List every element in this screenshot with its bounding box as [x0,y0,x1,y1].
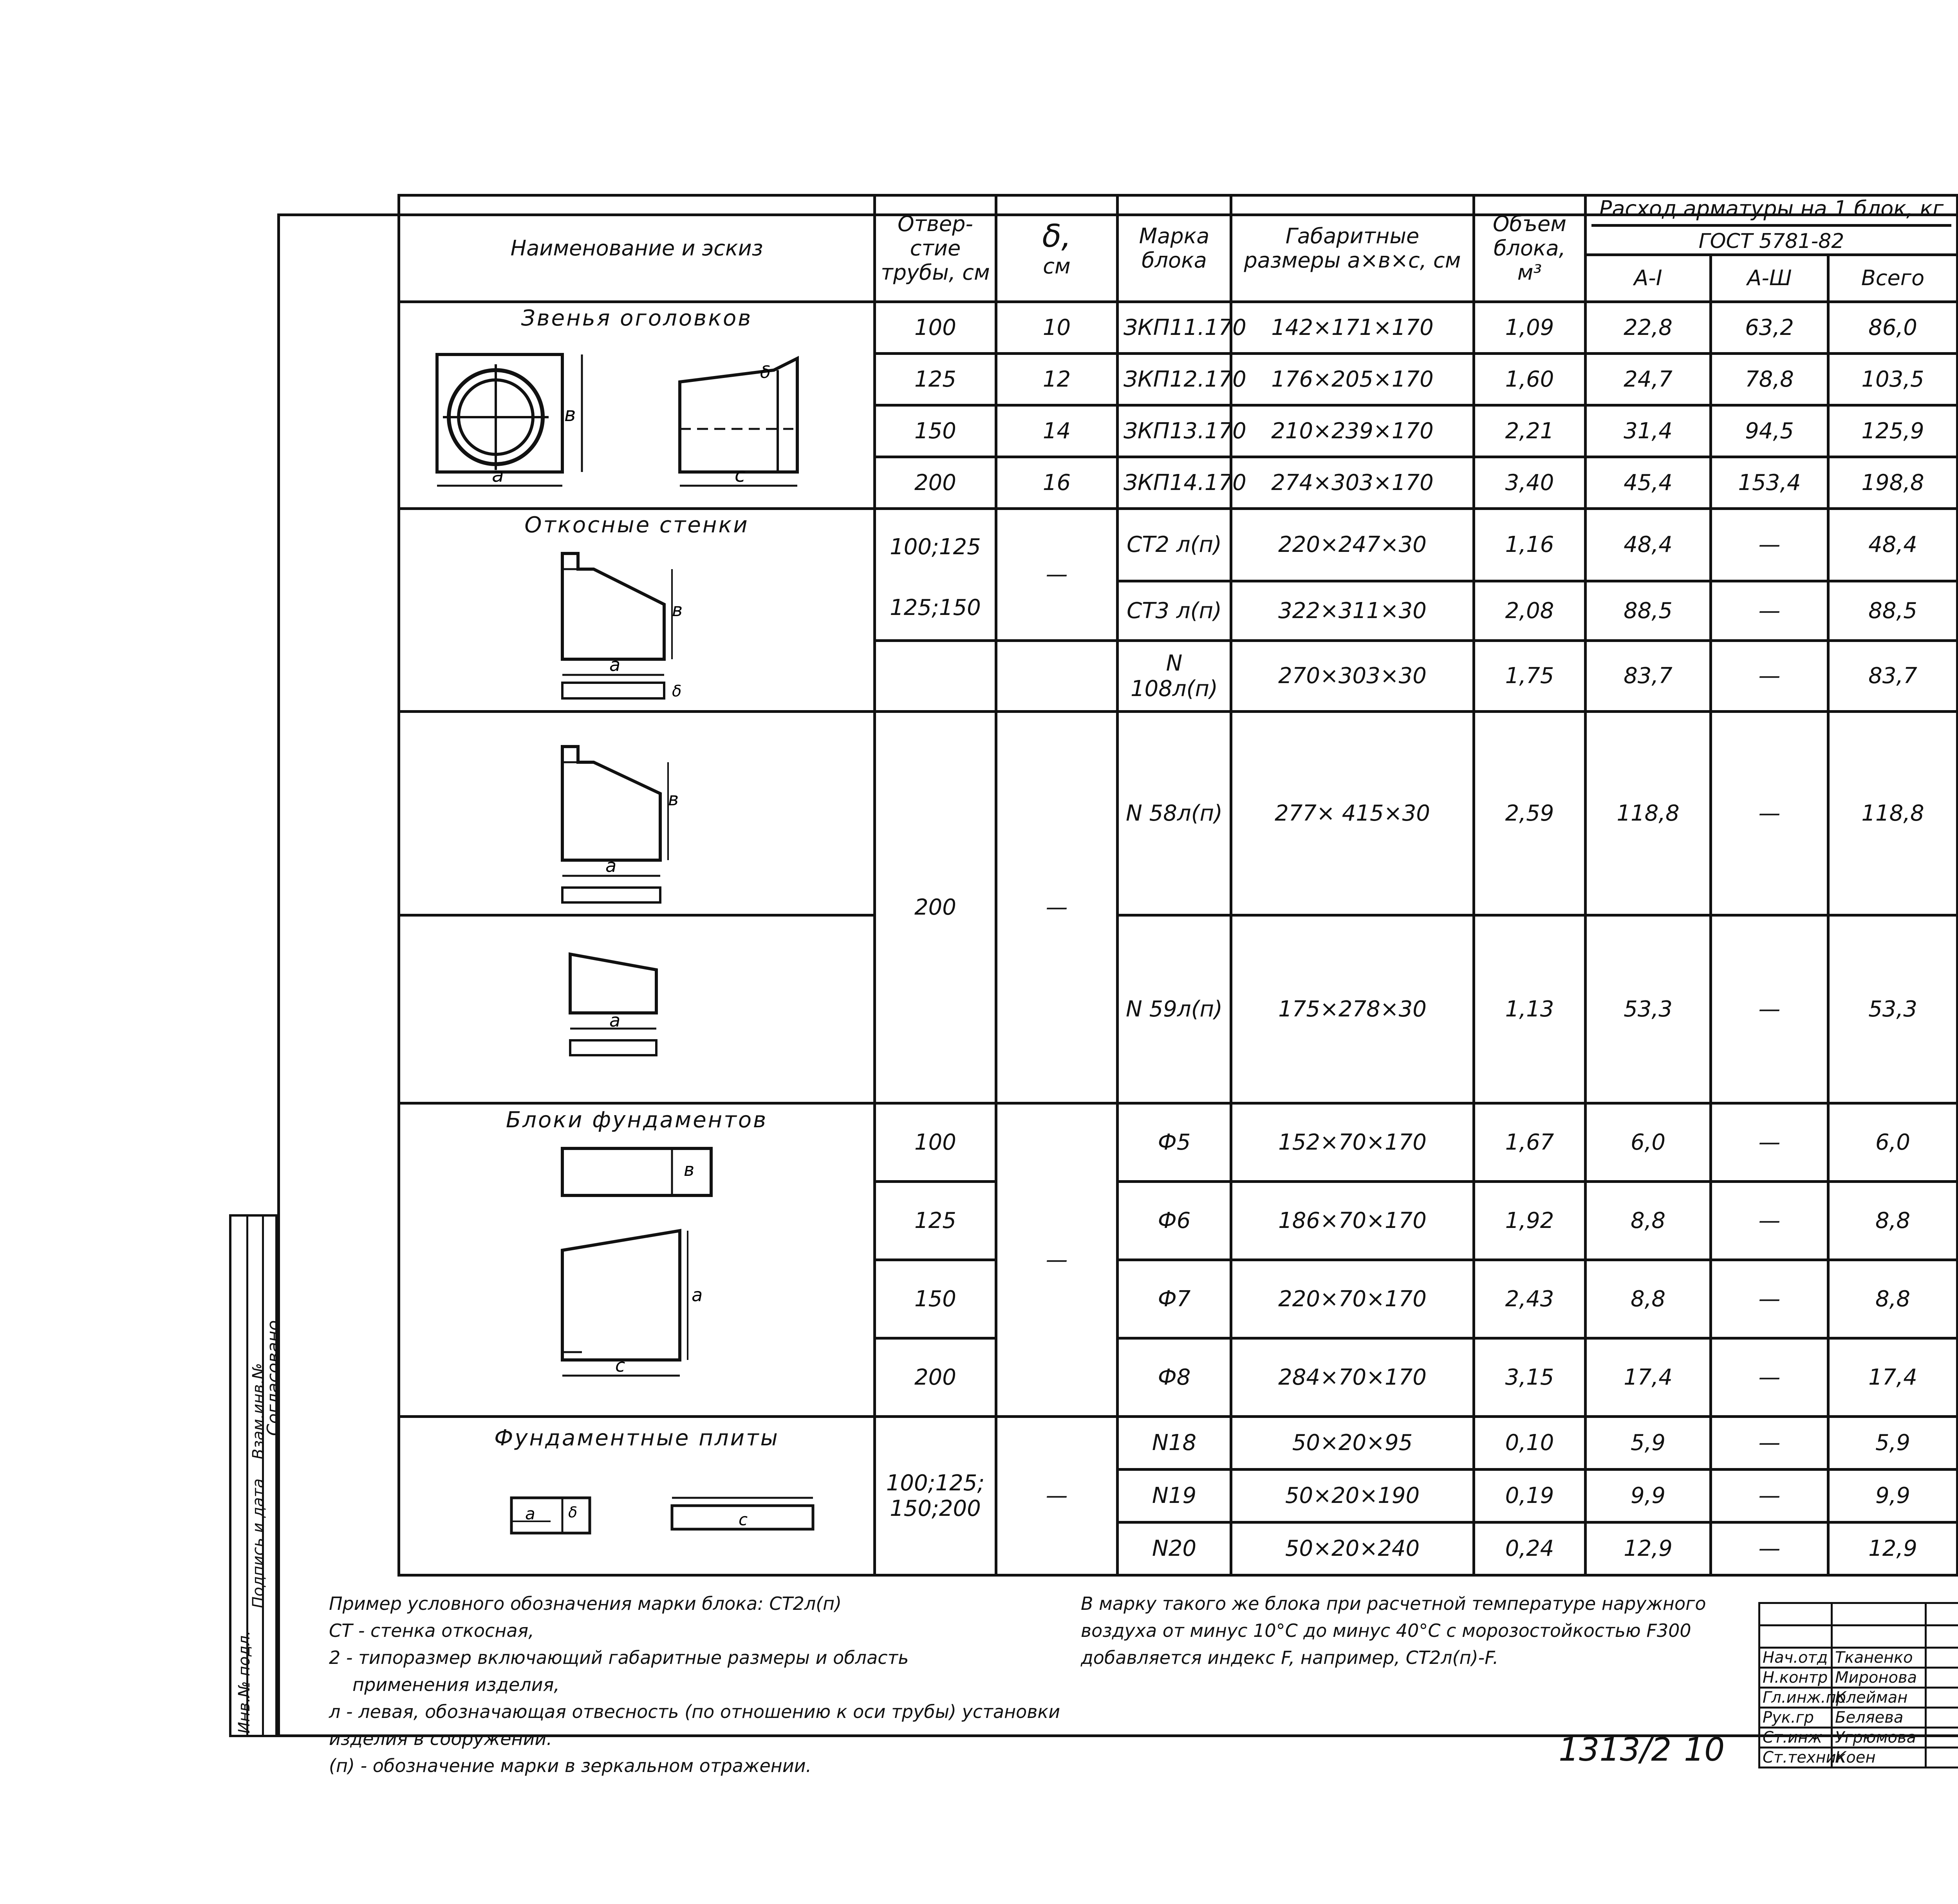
cell-mark: N18 [1118,1416,1231,1469]
cell-opening [875,641,996,712]
cell-dims: 284×70×170 [1231,1338,1474,1416]
foundation-plate-sketch [421,1451,852,1568]
footnotes-left [329,1590,1073,1779]
archive-number: 1313/2 [1559,1731,1672,1768]
cell-dims: 277× 415×30 [1231,711,1474,915]
cell-mark: Ф6 [1118,1181,1231,1260]
footnote: л - левая, обозначающая отвесность (по отношению к оси трубы) установки изделия в сооружении. [329,1701,1060,1749]
cell-a3: — [1711,711,1828,915]
delta-symbol: δ, [1042,218,1071,255]
cell-a3: — [1711,1416,1828,1469]
cell-dims: 175×278×30 [1231,915,1474,1103]
cell-volume: 0,24 [1474,1522,1586,1575]
stamp-role: Ст.техник [1759,1748,1832,1768]
cell-total: 103,5 [1828,353,1958,405]
stamp-role: Н.контр [1759,1668,1832,1688]
cell-a3: — [1711,641,1828,712]
header-row-1 [399,195,1958,255]
cell-mark: N 108л(п) [1118,641,1231,712]
section-title: Звенья оголовков [521,305,753,331]
cell-a1: 24,7 [1586,353,1711,405]
cell-dims: 220×247×30 [1231,508,1474,581]
stamp-person: Клейман [1832,1688,1926,1708]
stamp-role: Рук.гр [1759,1708,1832,1728]
col-header-opening: Отвер-стие трубы, см [875,195,996,302]
title-block [1758,1602,1958,1767]
cell-mark: ЗКП11.170 [1118,302,1231,353]
cell-a3: — [1711,1103,1828,1181]
col-header-dims: Габаритные размеры а×в×с, см [1231,195,1474,302]
wall-n59-sketch [500,919,774,1099]
cell-a3: 78,8 [1711,353,1828,405]
cell-dims: 322×311×30 [1231,581,1474,640]
side-stamp-inventory: Инв.№ подл. [235,1630,253,1734]
cell-opening: 125 [875,353,996,405]
cell-opening: 125 [875,1181,996,1260]
stamp-role: Ст.инж [1759,1728,1832,1748]
cell-a1: 45,4 [1586,457,1711,508]
col-header-a3: А-Ш [1711,255,1828,302]
svg-text:а: а [605,855,617,877]
col-header-volume: Объем блока, м³ [1474,195,1586,302]
cell-total: 9,9 [1828,1469,1958,1522]
cell-a3: — [1711,915,1828,1103]
section-title: Блоки фундаментов [506,1107,768,1133]
cell-a1: 53,3 [1586,915,1711,1103]
cell-total: 48,4 [1828,508,1958,581]
head-link-sketch [406,331,868,507]
sketch-slope-walls [399,508,875,711]
signature [1926,1688,1958,1708]
sketch-wall-n59 [399,915,875,1103]
cell-a1: 8,8 [1586,1260,1711,1338]
cell-mark: ЗКП13.170 [1118,405,1231,457]
col-header-name: Наименование и эскиз [399,195,875,302]
cell-mark: N 59л(п) [1118,915,1231,1103]
cell-a1: 12,9 [1586,1522,1711,1575]
signature [1926,1708,1958,1728]
cell-a3: — [1711,1181,1828,1260]
svg-text:с: с [735,463,746,486]
svg-text:в: в [564,403,576,426]
cell-total: 198,8 [1828,457,1958,508]
cell-total: 83,7 [1828,641,1958,712]
cell-opening: 150 [875,405,996,457]
cell-a1: 22,8 [1586,302,1711,353]
side-stamp-head: Согласовано [264,1320,284,1436]
cell-delta: — [996,1103,1118,1416]
stamp-role: Нач.отд [1759,1648,1832,1668]
cell-dims: 270×303×30 [1231,641,1474,712]
cell-dims: 186×70×170 [1231,1181,1474,1260]
cell-total: 12,9 [1828,1522,1958,1575]
cell-delta: — [996,1416,1118,1575]
col-header-delta [996,195,1118,302]
cell-a3: — [1711,1469,1828,1522]
cell-total: 8,8 [1828,1260,1958,1338]
table-row [399,711,1958,915]
cell-a1: 6,0 [1586,1103,1711,1181]
col-header-total: Всего [1828,255,1958,302]
cell-a3: — [1711,1260,1828,1338]
stamp-person: Миронова [1832,1668,1926,1688]
cell-mark: N20 [1118,1522,1231,1575]
cell-a3: — [1711,508,1828,581]
svg-text:с: с [739,1510,748,1530]
stamp-person: Угрюмова [1832,1728,1926,1748]
cell-volume: 1,67 [1474,1103,1586,1181]
wall-n58-sketch [500,715,774,911]
cell-opening: 125;150 [890,595,981,620]
cell-total: 118,8 [1828,711,1958,915]
stamp-person: Тканенко [1832,1648,1926,1668]
delta-unit: см [1043,254,1071,279]
svg-text:δ: δ [760,362,771,382]
col-header-a1: А-I [1586,255,1711,302]
col-header-rebar [1586,195,1958,255]
svg-text:а: а [609,654,621,675]
cell-mark: N19 [1118,1469,1231,1522]
sketch-foundation-plates [399,1416,875,1575]
signature [1926,1668,1958,1688]
cell-volume: 1,09 [1474,302,1586,353]
cell-total: 53,3 [1828,915,1958,1103]
footnote: (п) - обозначение марки в зеркальном отражении. [329,1755,812,1776]
cell-mark: СТ2 л(п) [1118,508,1231,581]
table-row [399,915,1958,1103]
svg-text:а: а [609,1010,621,1031]
cell-dims: 50×20×240 [1231,1522,1474,1575]
cell-volume: 1,92 [1474,1181,1586,1260]
svg-text:с: с [615,1354,625,1376]
cell-volume: 2,59 [1474,711,1586,915]
cell-volume: 3,15 [1474,1338,1586,1416]
cell-delta: 14 [996,405,1118,457]
cell-total: 17,4 [1828,1338,1958,1416]
cell-a3: 94,5 [1711,405,1828,457]
nomenclature-table [397,194,1958,1577]
cell-total: 86,0 [1828,302,1958,353]
cell-opening: 200 [875,711,996,1103]
footnote: применения изделия, [352,1674,560,1695]
cell-a3: — [1711,581,1828,640]
cell-a1: 17,4 [1586,1338,1711,1416]
cell-opening-group [875,508,996,640]
svg-text:в: в [672,599,683,620]
cell-total: 8,8 [1828,1181,1958,1260]
footnote: Пример условного обозначения марки блока: СТ2л(п) [329,1593,842,1614]
cell-opening-group [875,1416,996,1575]
footnotes-right [1081,1590,1747,1671]
cell-dims: 220×70×170 [1231,1260,1474,1338]
table-row [399,508,1958,581]
footnote: 2 - типоразмер включающий габаритные размеры и область [329,1647,909,1668]
cell-total: 125,9 [1828,405,1958,457]
cell-volume: 2,08 [1474,581,1586,640]
footnote: В марку такого же блока при расчетной температуре наружного воздуха от минус 10°С до минус 40°С с морозостойкостью F300 добавляется индекс F, например, СТ2л(п)-F. [1081,1593,1706,1668]
section-title: Откосные стенки [524,512,749,538]
rebar-gost: ГОСТ 5781-82 [1698,230,1844,253]
cell-total: 5,9 [1828,1416,1958,1469]
slope-wall-sketch [500,538,774,710]
cell-opening: 100 [875,1103,996,1181]
cell-a1: 118,8 [1586,711,1711,915]
cell-volume: 0,10 [1474,1416,1586,1469]
footnote: СТ - стенка откосная, [329,1620,534,1641]
stamp-role: Гл.инж.пр [1759,1688,1832,1708]
cell-a3: — [1711,1522,1828,1575]
stamp-person: Коен [1832,1748,1926,1768]
cell-delta: 16 [996,457,1118,508]
cell-opening: 150;200 [890,1495,981,1521]
sketch-wall-n58 [399,711,875,915]
cell-a1: 48,4 [1586,508,1711,581]
svg-text:δ: δ [672,682,682,700]
stamp-person: Беляева [1832,1708,1926,1728]
cell-dims: 152×70×170 [1231,1103,1474,1181]
cell-total: 88,5 [1828,581,1958,640]
cell-opening: 100;125 [890,534,981,560]
cell-a3: 153,4 [1711,457,1828,508]
section-title: Фундаментные плиты [494,1425,779,1451]
side-stamp-replace: Взам.инв.№ [249,1363,267,1459]
cell-delta [996,641,1118,712]
cell-dims: 142×171×170 [1231,302,1474,353]
approval-side-stamp [229,1214,284,1737]
svg-text:в: в [668,788,679,810]
cell-opening: 150 [875,1260,996,1338]
cell-volume: 1,13 [1474,915,1586,1103]
cell-a1: 5,9 [1586,1416,1711,1469]
cell-opening: 100 [875,302,996,353]
cell-mark: СТ3 л(п) [1118,581,1231,640]
cell-dims: 210×239×170 [1231,405,1474,457]
cell-dims: 176×205×170 [1231,353,1474,405]
col-header-mark: Марка блока [1118,195,1231,302]
svg-text:а: а [492,463,504,486]
cell-delta: — [996,711,1118,1103]
svg-text:а: а [525,1504,535,1524]
cell-volume: 1,16 [1474,508,1586,581]
cell-mark: Ф5 [1118,1103,1231,1181]
cell-delta: 10 [996,302,1118,353]
signature [1926,1728,1958,1748]
signature [1926,1748,1958,1768]
cell-a1: 31,4 [1586,405,1711,457]
table-row [399,1416,1958,1469]
cell-a1: 9,9 [1586,1469,1711,1522]
cell-mark: Ф7 [1118,1260,1231,1338]
cell-volume: 1,60 [1474,353,1586,405]
cell-opening: 100;125; [886,1470,985,1496]
rebar-title: Расход арматуры на 1 блок, кг [1591,197,1951,227]
sketch-head-links [399,302,875,508]
table-row [399,1103,1958,1181]
cell-opening: 200 [875,457,996,508]
svg-text:δ: δ [568,1504,578,1521]
cell-volume: 3,40 [1474,457,1586,508]
cell-volume: 1,75 [1474,641,1586,712]
signature [1926,1648,1958,1668]
cell-a1: 8,8 [1586,1181,1711,1260]
table-row [399,302,1958,353]
svg-text:а: а [692,1284,703,1305]
cell-mark: Ф8 [1118,1338,1231,1416]
cell-dims: 50×20×190 [1231,1469,1474,1522]
cell-dims: 274×303×170 [1231,457,1474,508]
cell-total: 6,0 [1828,1103,1958,1181]
cell-volume: 2,21 [1474,405,1586,457]
cell-dims: 50×20×95 [1231,1416,1474,1469]
cell-mark: ЗКП14.170 [1118,457,1231,508]
cell-mark: N 58л(п) [1118,711,1231,915]
cell-a1: 83,7 [1586,641,1711,712]
cell-opening: 200 [875,1338,996,1416]
cell-delta: 12 [996,353,1118,405]
cell-a3: 63,2 [1711,302,1828,353]
foundation-block-sketch [500,1133,774,1415]
sketch-foundation-blocks [399,1103,875,1416]
cell-a1: 88,5 [1586,581,1711,640]
cell-volume: 0,19 [1474,1469,1586,1522]
cell-a3: — [1711,1338,1828,1416]
side-stamp-signature: Подпись и дата [249,1478,267,1608]
svg-text:в: в [684,1159,695,1180]
page-number: 10 [1684,1731,1725,1768]
cell-volume: 2,43 [1474,1260,1586,1338]
cell-delta: — [996,508,1118,640]
cell-mark: ЗКП12.170 [1118,353,1231,405]
